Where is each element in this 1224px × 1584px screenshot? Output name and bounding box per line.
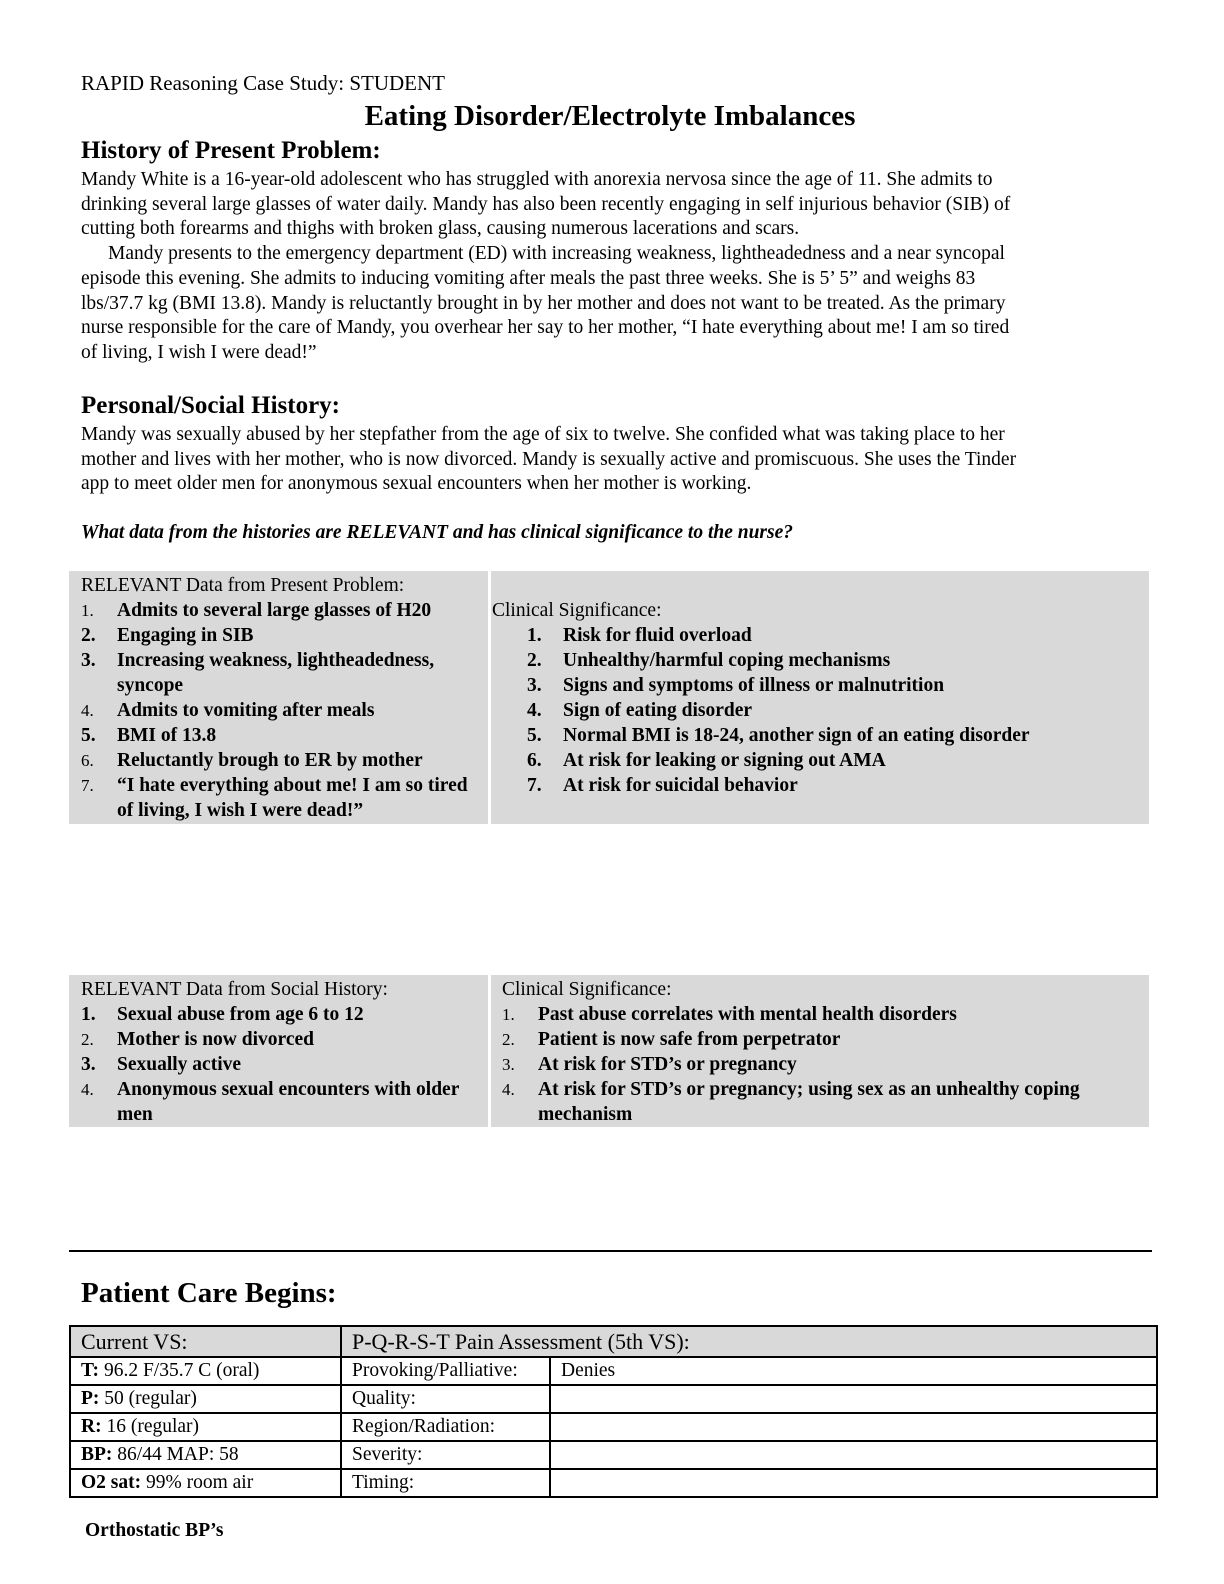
item-text: BMI of 13.8 [117,725,217,746]
social-history-table [69,975,1149,1127]
social-line: mother and lives with her mother, who is now divorced. Mandy is sexually active and promiscuous. She uses the Tinder [81,449,1017,470]
list-item [527,623,1142,648]
item-number: 7. [527,775,542,796]
item-number: 2. [502,1030,515,1049]
list-item [81,698,481,723]
history-line: cutting both forearms and thighs with broken glass, causing numerous lacerations and scars. [81,218,800,239]
item-text: Unhealthy/harmful coping mechanisms [563,650,891,671]
list-item [81,623,481,648]
list-item [81,748,481,773]
history-line: lbs/37.7 kg (BMI 13.8). Mandy is reluctantly brought in by her mother and does not want to be treated. As the primary [81,293,1006,314]
item-number: 6. [81,751,94,770]
item-number: 1. [502,1005,515,1024]
table-row [70,1441,1157,1469]
item-text: Admits to several large glasses of H20 [117,600,432,621]
item-text: Mother is now divorced [117,1029,314,1050]
list-item [527,698,1142,723]
table-row [70,1385,1157,1413]
pain-value[interactable] [550,1385,1157,1413]
item-number: 1. [81,601,94,620]
page-title: Eating Disorder/Electrolyte Imbalances [364,100,856,132]
item-number: 3. [81,650,96,671]
item-number: 4. [502,1080,515,1099]
vs-cell [70,1441,341,1469]
social-data-heading: RELEVANT Data from Social History: [81,979,388,1000]
vs-value: 16 (regular) [101,1416,200,1437]
list-item [502,1052,1147,1077]
history-line: Mandy White is a 16-year-old adolescent who has struggled with anorexia nervosa since the age of 11. She admits to [81,169,993,190]
vs-value: 99% room air [141,1472,254,1493]
list-item [502,1077,1147,1127]
item-text: Patient is now safe from perpetrator [538,1029,841,1050]
social-significance-column [502,977,1147,1127]
item-number: 2. [81,625,96,646]
vs-label: T: [81,1360,100,1381]
pain-label: Quality: [341,1385,550,1413]
item-number: 6. [527,750,542,771]
pain-value[interactable] [550,1469,1157,1497]
item-text: At risk for leaking or signing out AMA [563,750,886,771]
present-significance-column [492,598,1142,798]
item-text: At risk for suicidal behavior [563,775,798,796]
item-number: 3. [81,1054,96,1075]
item-number: 4. [81,701,94,720]
vs-label: O2 sat: [81,1472,142,1493]
item-text: Normal BMI is 18-24, another sign of an eating disorder [563,725,1030,746]
list-item [502,1027,1147,1052]
vs-label: BP: [81,1444,113,1465]
history-line: nurse responsible for the care of Mandy, you overhear her say to her mother, “I hate everything about me! I am so tired [81,317,1010,338]
item-text: Sign of eating disorder [563,700,753,721]
vital-signs-table [69,1325,1158,1498]
list-item [81,1052,481,1077]
pqrst-header: P-Q-R-S-T Pain Assessment (5th VS): [341,1326,1157,1357]
social-data-column [81,977,481,1127]
list-item [527,773,1142,798]
vs-value: 86/44 MAP: 58 [112,1444,239,1465]
patient-care-heading: Patient Care Begins: [81,1277,337,1309]
table-row [70,1413,1157,1441]
list-item [527,748,1142,773]
item-text: Signs and symptoms of illness or malnutrition [563,675,945,696]
list-item [81,1077,481,1127]
item-text: Engaging in SIB [117,625,254,646]
item-text: At risk for STD’s or pregnancy; using sex as an unhealthy coping mechanism [538,1079,1080,1125]
item-text: Anonymous sexual encounters with older men [117,1079,460,1125]
item-number: 4. [81,1080,94,1099]
history-heading: History of Present Problem: [81,137,381,164]
list-item [81,648,481,698]
pain-label: Region/Radiation: [341,1413,550,1441]
list-item [81,1027,481,1052]
table-row [70,1469,1157,1497]
list-item [502,1002,1147,1027]
vs-value: 50 (regular) [99,1388,197,1409]
vs-cell [70,1469,341,1497]
item-text: Sexually active [117,1054,242,1075]
list-item [527,673,1142,698]
list-item [81,1002,481,1027]
pain-value[interactable]: Denies [550,1357,1157,1385]
item-number: 1. [527,625,542,646]
list-item [527,723,1142,748]
item-number: 2. [527,650,542,671]
vs-cell [70,1413,341,1441]
item-number: 5. [527,725,542,746]
list-item [527,648,1142,673]
list-item [81,598,481,623]
vs-cell [70,1357,341,1385]
orthostatic-bp-label: Orthostatic BP’s [85,1520,224,1541]
item-text: Admits to vomiting after meals [117,700,375,721]
item-number: 5. [81,725,96,746]
vs-label: P: [81,1388,100,1409]
social-line: app to meet older men for anonymous sexual encounters when her mother is working. [81,473,752,494]
list-item [81,723,481,748]
column-divider [488,975,491,1127]
section-divider [69,1250,1152,1252]
present-significance-heading: Clinical Significance: [492,600,662,621]
list-item [81,773,481,823]
item-number: 4. [527,700,542,721]
pain-value[interactable] [550,1441,1157,1469]
present-data-column [81,573,481,823]
item-text: At risk for STD’s or pregnancy [538,1054,797,1075]
history-line: episode this evening. She admits to inducing vomiting after meals the past three weeks. She is 5’ 5” and weighs 83 [81,268,976,289]
item-text: Reluctantly brough to ER by mother [117,750,423,771]
column-divider [488,571,491,824]
item-number: 1. [81,1004,96,1025]
item-text: Increasing weakness, lightheadedness, syncope [117,650,435,696]
vs-cell [70,1385,341,1413]
relevance-question: What data from the histories are RELEVANT and has clinical significance to the nurse? [81,522,794,543]
current-vs-header: Current VS: [70,1326,341,1357]
item-text: Past abuse correlates with mental health disorders [538,1004,957,1025]
pain-label: Severity: [341,1441,550,1469]
social-heading: Personal/Social History: [81,392,340,419]
item-text: Risk for fluid overload [563,625,752,646]
pain-value[interactable] [550,1413,1157,1441]
item-number: 3. [527,675,542,696]
social-line: Mandy was sexually abused by her stepfather from the age of six to twelve. She confided what was taking place to her [81,424,1005,445]
history-line: of living, I wish I were dead!” [81,342,317,363]
case-study-label: RAPID Reasoning Case Study: STUDENT [81,71,445,95]
history-line: Mandy presents to the emergency department (ED) with increasing weakness, lightheadedness and a near syncopal [108,243,1005,264]
item-number: 2. [81,1030,94,1049]
social-significance-heading: Clinical Significance: [502,979,672,1000]
pain-label: Timing: [341,1469,550,1497]
vs-label: R: [81,1416,102,1437]
table-row [70,1357,1157,1385]
item-text: “I hate everything about me! I am so tired of living, I wish I were dead!” [117,775,468,821]
present-problem-table [69,571,1149,824]
present-data-heading: RELEVANT Data from Present Problem: [81,575,405,596]
item-number: 7. [81,776,94,795]
item-text: Sexual abuse from age 6 to 12 [117,1004,364,1025]
pain-label: Provoking/Palliative: [341,1357,550,1385]
item-number: 3. [502,1055,515,1074]
history-line: drinking several large glasses of water daily. Mandy has also been recently engaging in self injurious behavior (SIB) of [81,194,1011,215]
table-header-row [70,1326,1157,1357]
vs-value: 96.2 F/35.7 C (oral) [99,1360,260,1381]
